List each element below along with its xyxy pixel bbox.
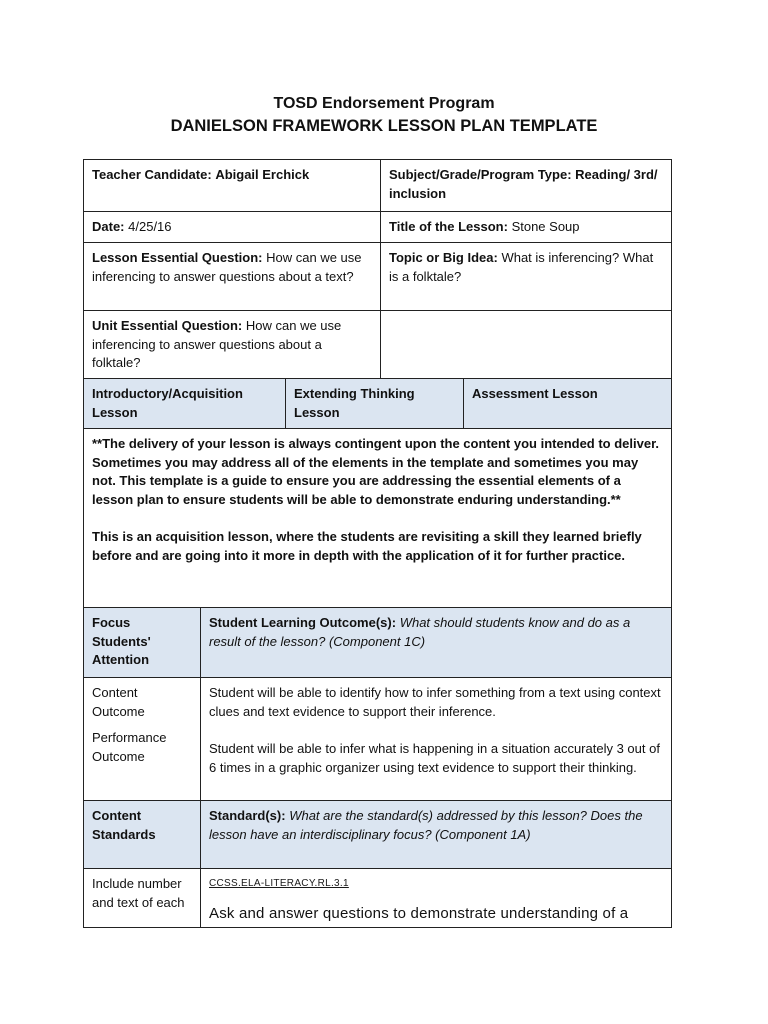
date-value: 4/25/16: [128, 219, 172, 234]
empty-cell: [381, 311, 671, 378]
document-header: [0, 92, 768, 138]
focus-label-cell: [84, 608, 201, 677]
row-essential-topic: [84, 242, 671, 310]
standards-prompt: What are the standard(s) addressed by this lesson? Does the lesson have an interdisciplinary focus? (Component 1A): [209, 808, 643, 842]
slo-label: Student Learning Outcome(s):: [209, 615, 397, 630]
acquisition-note: This is an acquisition lesson, where the students are revisiting a skill they learned briefly before and are going into it more in depth with the application of it for further practice.: [92, 529, 642, 563]
performance-outcome-text: Student will be able to infer what is happening in a situation accurately 3 out of 6 times in a graphic organizer using text evidence to support their thinking.: [209, 741, 660, 775]
performance-outcome-label: Performance Outcome: [92, 730, 167, 764]
introductory-lesson-cell: [84, 379, 286, 428]
date-cell: [84, 212, 381, 242]
assessment-label: Assessment Lesson: [472, 386, 598, 401]
subject-cell: [381, 160, 671, 211]
extending-label: Extending Thinking Lesson: [294, 386, 415, 420]
content-standards-label: Content Standards: [92, 808, 156, 842]
content-outcome-label: Content Outcome: [92, 685, 145, 719]
row-focus: [84, 607, 671, 677]
outcome-labels-cell: [84, 678, 201, 800]
row-date-title: [84, 211, 671, 242]
topic-cell: [381, 243, 671, 310]
teacher-cell: [84, 160, 381, 211]
content-standards-cell: [84, 801, 201, 868]
topic-value: What is inferencing? What is a folktale?: [389, 250, 654, 284]
row-standards-header: [84, 800, 671, 868]
program-title: TOSD Endorsement Program: [273, 95, 495, 112]
notes-cell: [84, 429, 671, 607]
outcome-texts-cell: [201, 678, 671, 800]
teacher-label: Teacher Candidate:: [92, 167, 212, 182]
ueq-label: Unit Essential Question:: [92, 318, 243, 333]
slo-prompt: What should students know and do as a result of the lesson? (Component 1C): [209, 615, 631, 649]
leq-label: Lesson Essential Question:: [92, 250, 263, 265]
row-lesson-types: [84, 378, 671, 428]
leq-value: How can we use inferencing to answer questions about a text?: [92, 250, 362, 284]
standard-code-link[interactable]: CCSS.ELA-LITERACY.RL.3.1: [209, 878, 349, 889]
delivery-note: **The delivery of your lesson is always contingent upon the content you intended to deliver. Sometimes you may address all of the elements in the template and sometimes you may not. This template is a guide to ensure you are addressing the essential elements of a lesson plan to ensure students will be able to demonstrate enduring understanding.**: [92, 436, 660, 507]
teacher-value: Abigail Erchick: [215, 167, 310, 182]
standard-text-cell: [201, 869, 671, 927]
focus-label: Focus Students' Attention: [92, 615, 151, 667]
row-teacher-subject: [84, 160, 671, 211]
ueq-value: How can we use inferencing to answer questions about a folktale?: [92, 318, 342, 370]
slo-cell: [201, 608, 671, 677]
content-outcome-text: Student will be able to identify how to infer something from a text using context clues and text evidence to support their inference.: [209, 685, 661, 719]
row-unit-question: [84, 310, 671, 378]
standards-label: Standard(s):: [209, 808, 286, 823]
subject-label: Subject/Grade/Program Type:: [389, 167, 572, 182]
topic-label: Topic or Big Idea:: [389, 250, 498, 265]
lesson-title-value: Stone Soup: [511, 219, 580, 234]
unit-essential-question-cell: [84, 311, 381, 378]
lesson-essential-question-cell: [84, 243, 381, 310]
include-label: Include number and text of each: [92, 876, 185, 910]
standard-text: Ask and answer questions to demonstrate understanding of a: [209, 904, 629, 922]
lesson-title-cell: [381, 212, 671, 242]
row-notes: [84, 428, 671, 607]
row-outcomes: [84, 677, 671, 800]
standards-prompt-cell: [201, 801, 671, 868]
template-title: DANIELSON FRAMEWORK LESSON PLAN TEMPLATE: [170, 117, 598, 135]
subject-value: Reading/ 3rd/ inclusion: [389, 167, 658, 201]
introductory-label: Introductory/Acquisition Lesson: [92, 386, 243, 420]
include-cell: [84, 869, 201, 927]
assessment-lesson-cell: [464, 379, 671, 428]
lesson-plan-table: [83, 159, 672, 928]
row-standards-detail: [84, 868, 671, 927]
date-label: Date:: [92, 219, 125, 234]
lesson-title-label: Title of the Lesson:: [389, 219, 508, 234]
extending-lesson-cell: [286, 379, 464, 428]
